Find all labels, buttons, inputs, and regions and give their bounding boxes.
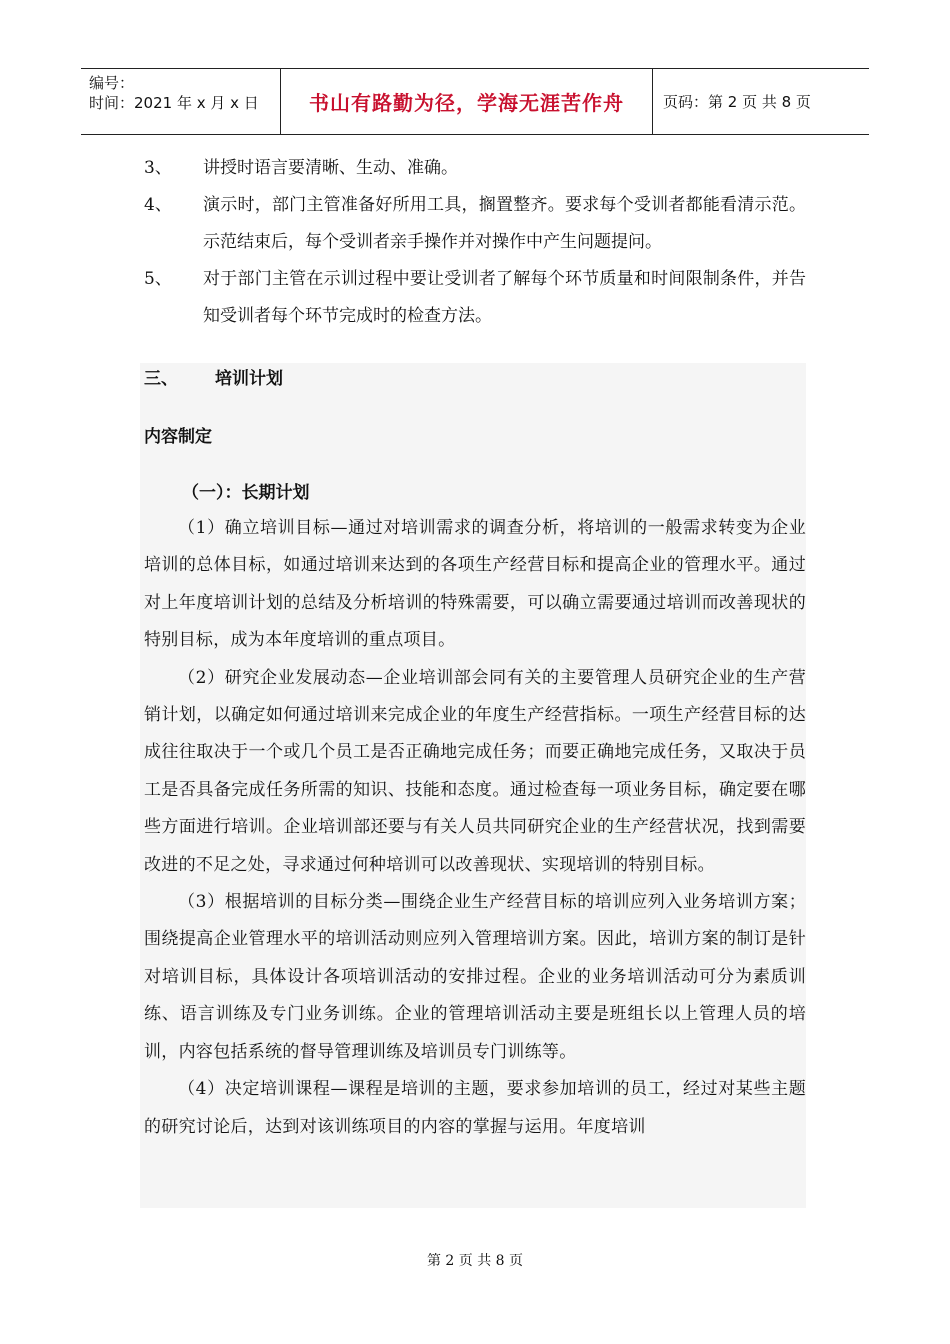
- paragraph: （4）决定培训课程—课程是培训的主题，要求参加培训的员工，经过对某些主题的研究讨论后，达到对该训练项目的内容的掌握与运用。年度培训: [144, 1079, 806, 1137]
- section-title: 培训计划: [215, 369, 283, 389]
- paragraph: （3）根据培训的目标分类—围绕企业生产经营目标的培训应列入业务培训方案；围绕提高企业管理水平的培训活动则应列入管理培训方案。因此，培训方案的制订是针对培训目标，具体设计各项培训活动的安排过程。企业的业务培训活动可分为素质训练、语言训练及专门业务训练。企业的管理培训活动主要是班组长以上管理人员的培训，内容包括系统的督导管理训练及培训员专门训练等。: [144, 892, 806, 1062]
- list-number: 4、: [144, 195, 172, 215]
- long-term-plan-heading: （一）：长期计划: [182, 483, 310, 503]
- paragraphs: [144, 510, 806, 1146]
- date-label: 时间：2021 年 x 月 x 日: [89, 94, 259, 112]
- content-heading: 内容制定: [144, 427, 212, 447]
- code-label: 编号：: [89, 74, 135, 92]
- header-meta: [81, 69, 281, 134]
- list-number: 3、: [144, 158, 172, 178]
- paragraph: （2）研究企业发展动态—企业培训部会同有关的主要管理人员研究企业的生产营销计划，以确定如何通过培训来完成企业的年度生产经营指标。一项生产经营目标的达成往往取决于一个或几个员工是否正确地完成任务；而要正确地完成任务，又取决于员工是否具备完成任务所需的知识、技能和态度。通过检查每一项业务目标，确定要在哪些方面进行培训。企业培训部还要与有关人员共同研究企业的生产经营状况，找到需要改进的不足之处，寻求通过何种培训可以改善现状、实现培训的特别目标。: [144, 667, 806, 875]
- list-text: 对于部门主管在示训过程中要让受训者了解每个环节质量和时间限制条件，并告知受训者每个环节完成时的检查方法。: [203, 269, 806, 326]
- header-motto: [281, 69, 653, 134]
- list-number: 5、: [144, 269, 172, 289]
- section-number: 三、: [144, 369, 178, 389]
- document-body: [144, 150, 806, 1137]
- page-header: [81, 68, 869, 135]
- page-footer: 第 2 页 共 8 页: [426, 1253, 524, 1269]
- list-item: [144, 150, 806, 187]
- list-text: 讲授时语言要清晰、生动、准确。: [203, 158, 458, 178]
- header-page-code: 页码：第 2 页 共 8 页: [663, 93, 811, 111]
- motto-text: 书山有路勤为径，学海无涯苦作舟: [309, 91, 624, 115]
- list-text: 演示时，部门主管准备好所用工具，搁置整齐。要求每个受训者都能看清示范。示范结束后，每个受训者亲手操作并对操作中产生问题提问。: [203, 195, 806, 252]
- paragraph: （1）确立培训目标—通过对培训需求的调查分析，将培训的一般需求转变为企业培训的总体目标，如通过培训来达到的各项生产经营目标和提高企业的管理水平。通过对上年度培训计划的总结及分析培训的特殊需要，可以确立需要通过培训而改善现状的特别目标，成为本年度培训的重点项目。: [144, 518, 806, 651]
- list-item: [144, 261, 806, 335]
- list-item: [144, 187, 806, 261]
- section-heading: [144, 364, 283, 389]
